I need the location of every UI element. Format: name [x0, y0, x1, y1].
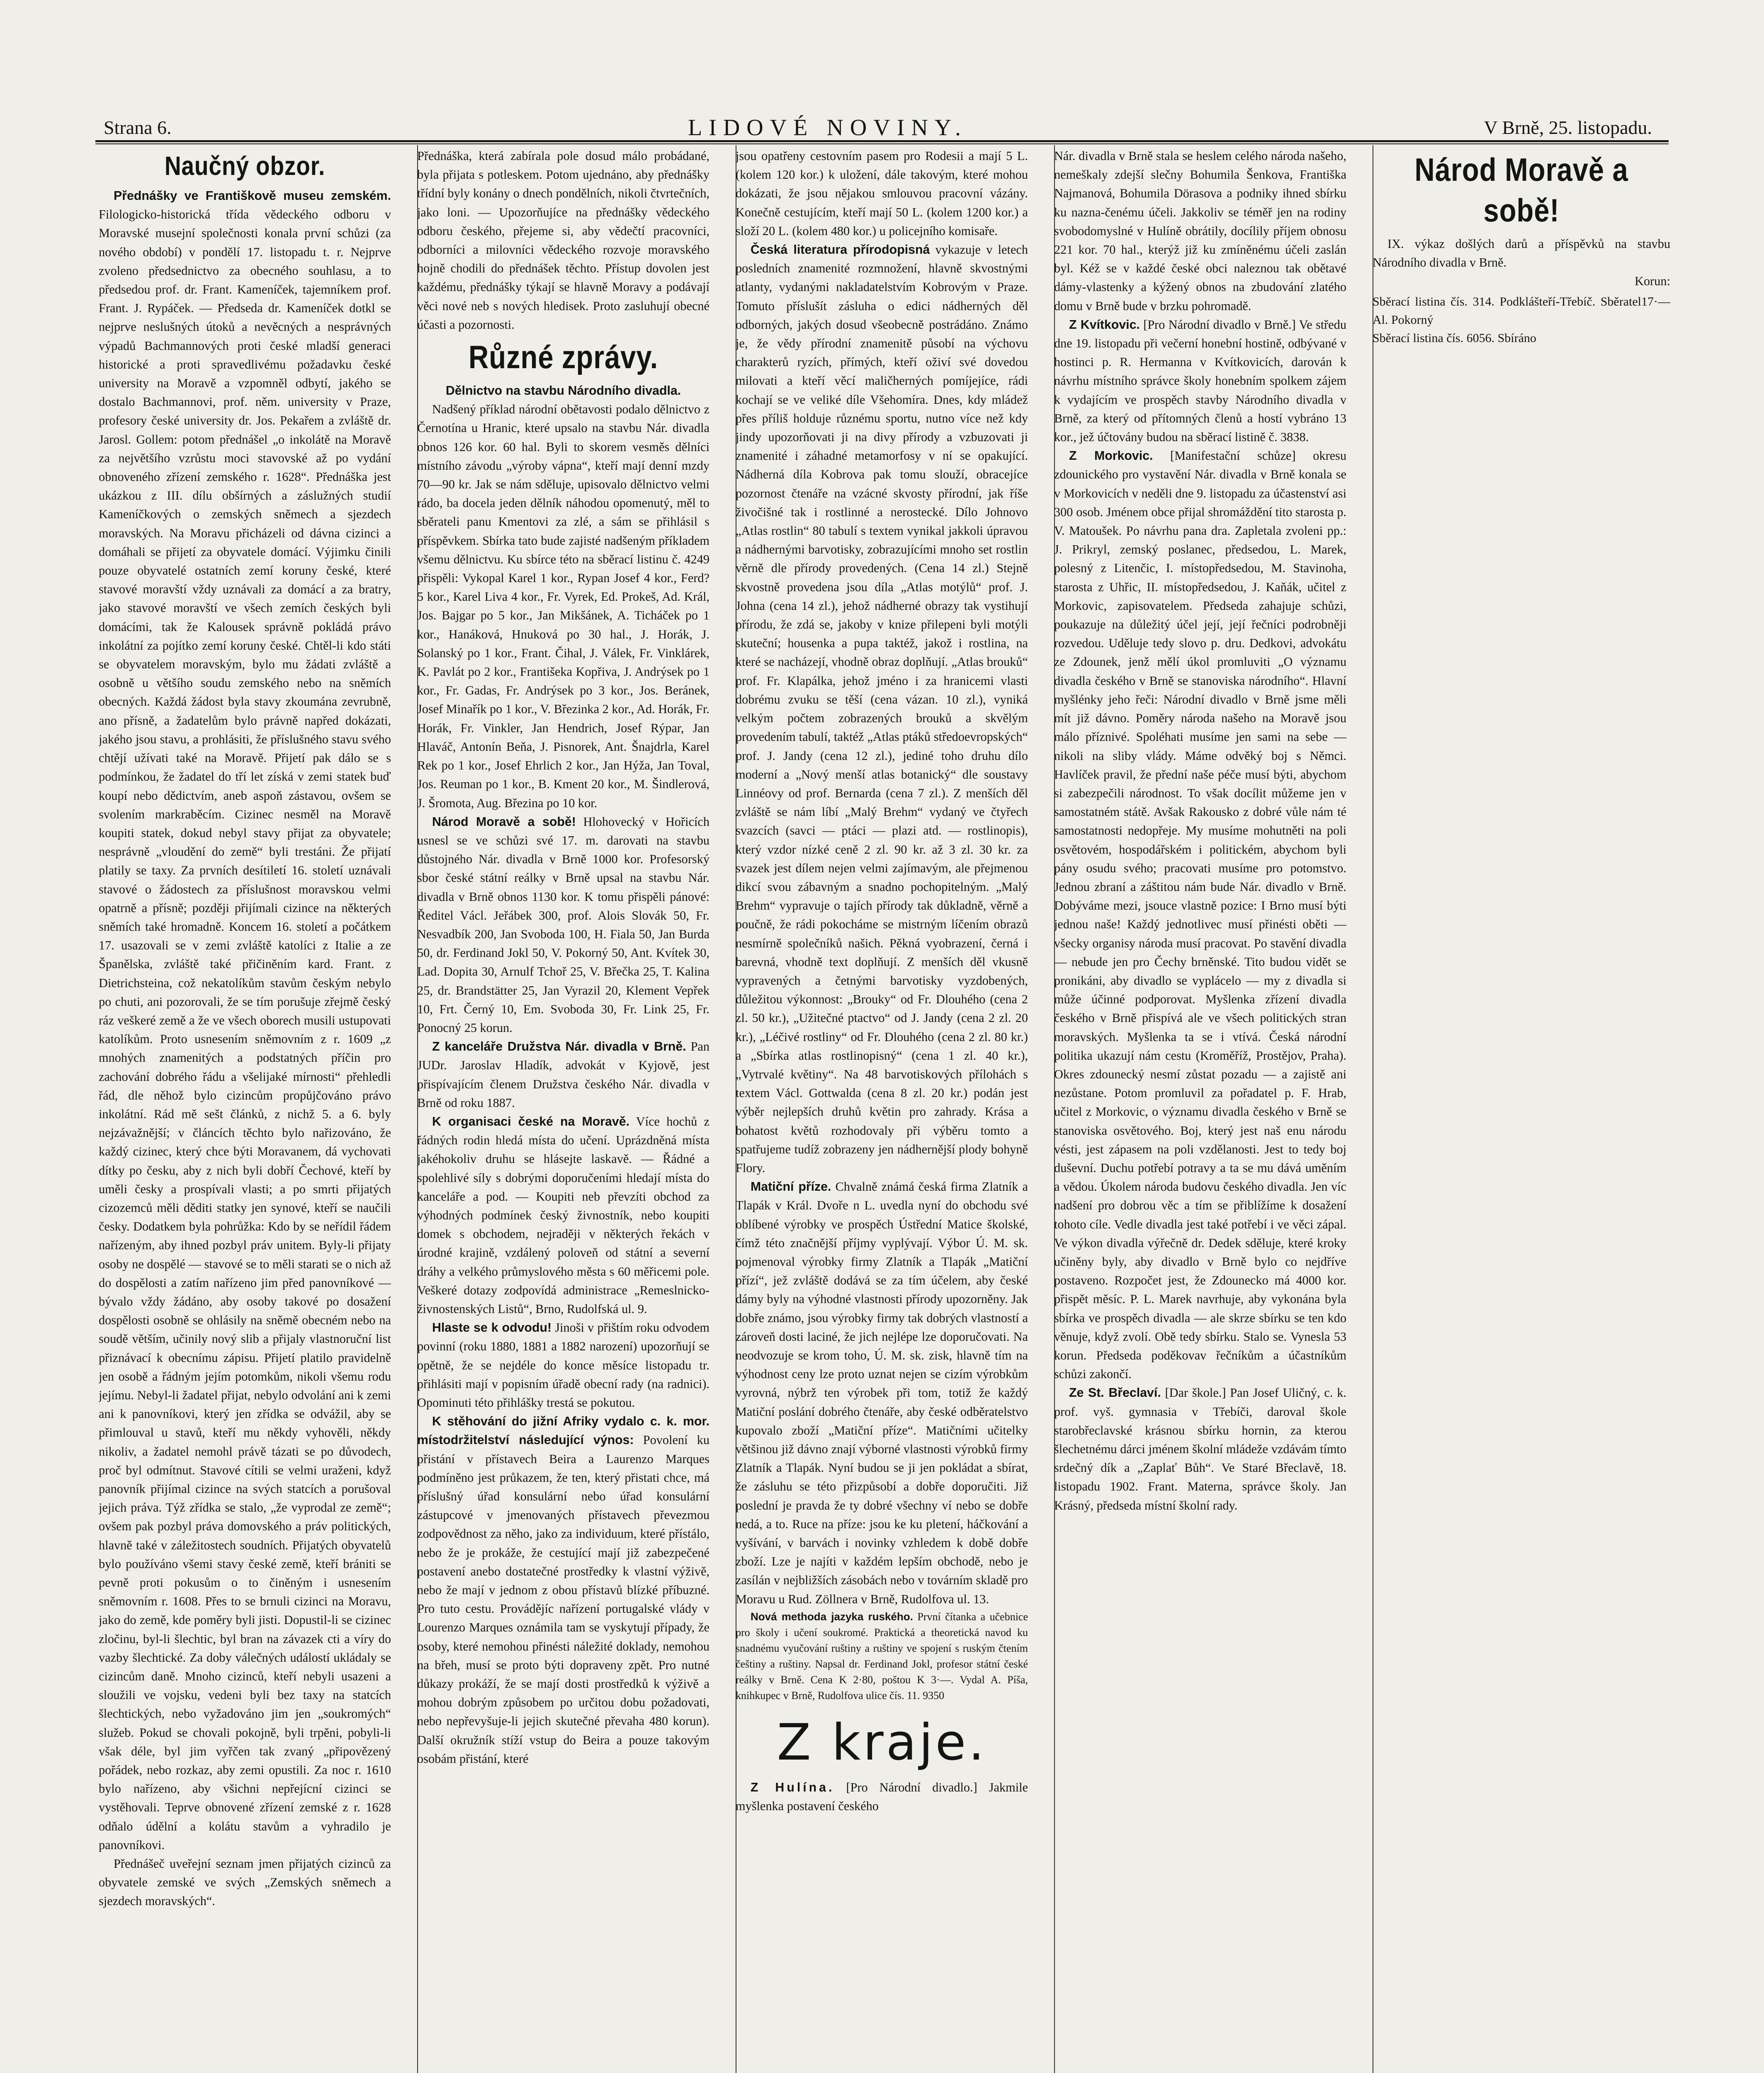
section-heading-narod-morave: Národ Moravě a sobě!: [1414, 151, 1628, 228]
advert-subhead: Nová methoda jazyka ruského.: [751, 1610, 913, 1623]
article-text: Přednášeč uveřejní seznam jmen přijatých cizinců za obyvatele zemské ve svých „Zemských sněmech a sjezdech moravských“.: [99, 1857, 391, 1908]
dateline: V Brně, 25. listopadu.: [1484, 117, 1652, 138]
columns: [99, 147, 1670, 2073]
article-text: Více hochů z řádných rodin hledá místa do učení. Uprázdněná místa jakéhokoliv druhu se hlásejte laskavě. — Řádné a spolehlivé síly s dobrými doporučeními hledají místa do kanceláře a pod. — Koupiti neb převzíti obchod za výhodných podmínek český živnostník, nebo koupiti domek s obchodem, nejraději v některých řekách v úrodné krajině, vzdálený poloveň od státní a severní dráhy a velkého průmyslového města s 60 měřicemi pole. Veškeré dotazy zodpovídá administrace „Remeslnicko-živnostenských Listů“, Brno, Rudolfská ul. 9.: [417, 1114, 709, 1316]
table-cell-amount: [1641, 329, 1670, 347]
article-text: [Dar škole.] Pan Josef Uličný, c. k. prof. vyš. gymnasia v Třebíči, daroval škole starobřeclavské krásnou sbírku hornin, za kterou šlechetnému dárci jménem školní mládeže vzdávám tímto srdečný dík a „Zaplať Bůh“. Ve Staré Břeclavě, 18. listopadu 1902. Frant. Materna, správce školy. Jan Krásný, předseda místní školní rady.: [1054, 1386, 1346, 1512]
article-text: jsou opatřeny cestovním pasem pro Rodesii a mají 5 L. (kolem 120 kor.) k uložení, dále takovým, které mohou dokázati, že jsou nějakou smlouvou pracovní vázány. Konečně cestujícím, kteří mají 50 L. (kolem 1200 kor.) a složí 20 L. (kolem 480 kor.) u policejního komisaře.: [736, 149, 1028, 238]
advert-text: První čítanka a učebnice pro školy i učení soukromé. Praktická a theoretická navod ku snadnému vyučování ruštiny a ruštiny ve spojení s ruským čtením češtiny a ruštiny. Napsal dr. Ferdinand Jokl, profesor státní české reálky v Brně. Cena K 2·80, poštou K 3·—. Vydal A. Píša, knihkupec v Brně, Rudolfova ulice čís. 11.: [736, 1610, 1028, 1702]
article-subhead: Z kanceláře Družstva Nár. divadla v Brně.: [432, 1040, 686, 1054]
header-rule: [95, 140, 1669, 142]
article-text: [Manifestační schůze] okresu zdounického pro vystavění Nár. divadla v Brně konala se v Morkovicích v neděli dne 9. listopadu za účastenství asi 300 osob. Jménem obce přijal shromáždění tito starosta p. V. Matoušek. Po návrhu pana dra. Zapletala zvoleni pp.: J. Prikryl, zemský poslanec, předsedou, L. Marek, polesný z Litenčic, I. místopředsedou, M. Stavinoha, starosta z Uhřic, II. místopředsedou, J. Kaňák, učitel z Morkovic, zapisovatelem. Předseda zahajuje schůzi, poukazuje na důležitý účel její, její řečníci podrobněji rozvedou. Uděluje tedy slovo p. dru. Dedkovi, advokátu ze Zdounek, jenž mělí úkol promluviti „O významu divadla českého v Brně se stanoviska národního“. Hlavní myšlénky jeho řeči: Národní divadlo v Brně jsme měli mít již dávno. Poměry národa našeho na Moravě jsou málo příznivé. Spoléhati musíme jen sami na sebe — nikoli na sliby vlády. Máme odvěký boj s Němci. Havlíček pravil, že přední naše péče musí býti, abychom si zabezpečili národnost. To však docílit můžeme jen v samostatném státě. Avšak Rakousko z dobré vůle nám té samostatnosti nedopřeje. My musíme mohutněti na poli osvětovém, hospodářském i politickém, abychom byli pány osudu svého; pracovati musíme pro potomstvo. Jednou zbraní a záštitou nám bude Nár. divadlo v Brně. Dobýváme mezi, jsouce vlastně pozice: I Brno musí býti jednou naše! Každý jednotlivec musí přinésti oběti — všecky organisy národa musí pracovat. Po stavění divadla — nebude jen pro Čechy brněnské. Tito budou vidět se pronikáni, aby divadlo se vyplácelo — my z divadla si může účinné podporovat. Myšlenka zřízení divadla českého v Brně přispívá ale ve všech politických stran moravských. Myšlenka ta se i vtívá. Česká národní politika ukazují nám cestu (Kroměříž, Prostějov, Praha). Okres zdounecký nesmí zůstat pozadu — a zajistě ani nezůstane. Potom promluvil za pořadatel p. F. Hrab, učitel z Morkovic, o významu divadla českého v Brně se stanoviska osvětového. Boj, který jest naš enu národu vésti, jest zápasem na poli vzdělanosti. Jest to tedy boj duševní. Duchu potřebí potravy a ta se mu dává uměním a vědou. Úkolem národa budovu českého divadla. Jen víc nadšení pro dobrou věc a tím se přiblížíme k dosažení tohoto cíle. Vedle divadla jest také potřebí i ve věci zápal. Ve výkon divadla výřečně dr. Dedek sděluje, které kroky učiněny byly, aby divadlo v Brně bylo co nejdříve postaveno. Rozpočet jest, že Zdounecko má 4000 kor. přispět měsíc. P. L. Marek navrhuje, aby vykonána byla sbírka ve prospěch divadla — ale skrze sbírku se ten kdo věnuje, když zvolí. Obě tedy sbírku. Stalo se. Vynesla 53 korun. Předseda poděkovav řečníkům a účastníkům schůzi zakončí.: [1054, 449, 1346, 1381]
article-text: Nadšený příklad národní obětavosti podalo dělnictvo z Černotína u Hranic, které upsalo na stavbu Nár. divadla obnos 126 kor. 60 hal. Byli to skorem vesměs dělníci místního závodu „výroby vápna“, kteří mají denní mzdy 70—90 kr. Jak se nám sděluje, upisovalo dělnictvo velmi rádo, ba docela jeden dělník náhodou opomenutý, měl to sběrateli panu Kmentovi za zlé, a sám se přihlásil s příspěvkem. Sbírka tato bude zajisté nadšeným příkladem všemu dělnictvu. Ku sbírce této na sběrací listinu č. 4249 přispěli: Vykopal Karel 1 kor., Rypan Josef 4 kor., Ferd? 5 kor., Karel Liva 4 kor., Fr. Vyrek, Ed. Prokeš, Ad. Král, Jos. Bajgar po 5 kor., Jan Mikšánek, A. Ticháček po 1 kor., Hanáková, Hnuková po 30 hal., J. Horák, J. Solanský po 1 kor., Frant. Čihal, J. Válek, Fr. Vinklárek, K. Pavlát po 2 kor., Františeka Kopřiva, J. Andrýsek po 1 kor., Fr. Gadas, Fr. Andrýsek po 3 kor., Jos. Beránek, Josef Minařík po 1 kor., V. Březinka 2 kor., Ad. Horák, Fr. Horák, Fr. Vinkler, Jan Hendrich, Josef Rýpar, Jan Hlaváč, Antonín Beňa, J. Pisnorek, Ant. Šnajdrla, Karel Rek po 1 kor., Josef Ehrlich 2 kor., Jan Hýža, Jan Toval, Jos. Reuman po 1 kor., B. Kment 20 kor., M. Šindlerová, J. Šromota, Aug. Březina po 10 kor.: [417, 402, 709, 810]
article-text: Filologicko-historická třída vědeckého odboru v Moravské musejní společnosti konala první schůzi (za nového období) v pondělí 17. listopadu t. r. Nejprve zvoleno předsednictvo za obecného souhlasu, a to předsedou prof. dr. Frant. Kameníček, tajemníkem prof. Frant. J. Rypáček. — Předseda dr. Kameníček dotkl se nejprve neslušných útoků a nevěcných a nesprávných výpadů Bachmannových proti české mladší generaci historické a proti spravedlivému požadavku české university na Moravě a vzpomněl odbytí, jakého se dostalo Bachmannovi, prof. něm. university v Praze, profesory české university dr. Jos. Pekařem a zvláště dr. Jarosl. Gollem: potom přednášel „o inkolátě na Moravě za největšího vzrůstu moci stavovské až po vydání obnoveného zřízení zemského r. 1628“. Přednáška jest ukázkou z III. dílu obšírných a záslužných studií Kameníčkových o zemských sněmech a sjezdech moravských. Na Moravu přicházeli od dávna cizinci a domáhali se přijetí za obyvatele domácí. Výjimku činili pouze obyvatelé ostatních zemí koruny české, které stavové moravští vždy uznávali za domácí a za bratry, jako stavové moravští ve všech zemích českých byli domácími, tak že Kalousek správně pokládá právo inkolátní za pojítko zemí koruny české. Chtěl-li kdo státi se obyvatelem moravským, bylo mu žádati zvláště a osobně u většího soudu zemského nebo na sněmích obecných. Každá žádost byla stavy zkoumána zevrubně, ano přísně, a žadatelům bylo právně napřed dokázati, jakého jsou stavu, a prohlásiti, že příslušného stavu svého chtějí užívati také na Moravě. Přijetí pak dálo se s podmínkou, že žadatel do tří let získá v zemi statek buď koupí nebo dědictvím, aneb aspoň zástavou, ovšem se svolením markraběcím. Cizinec nesměl na Moravě koupiti statek, dokud nebyl stavy přijat za obyvatele; nesprávně „vloudění do země“ byli trestáni. Že přijatí platily se taxy. Za prvních desítiletí 16. století uznávali stavové o žádostech za příslušnost moravskou velmi opatrně a přísně; později přijímali cizince na některých sněmích také hromadně. Koncem 16. století a počátkem 17. usazovali se v zemi zvláště katolíci z Italie a ze Španělska, zvláště také přičiněním kard. Frant. z Dietrichsteina, což nekatolíkům stavům českým nebylo po chuti, ani pozorovali, že se tím porušuje zřejmě český ráz veškeré země a že ve všech oborech musili ustupovati katolíkům. Proto usnesením sněmovním z r. 1609 „z mnohých znamenitých a podstatných příčin pro zachování dobrého řádu a všelijaké mírnosti“ přehledli řád, dle něhož bylo cizincům propůjčováno právo inkolátní. Rád mě sešt článků, z nichž 5. a 6. byly nejzávažnější; v článcích těchto bylo nařizováno, že každý cizinec, který chce býti Moravanem, dá vychovati dítky po česku, aby z nich byli dobří Čechové, kteří by uměli česky a prospívali vlasti; a po smrti přijatých cizozemců měli děditi statky jen synové, kteří se naučili česky. Dodatkem byla pohrůžka: Kdo by se neřídil řádem nařízeným, aby ihned pozbyl práv unitem. Byly-li přijaty osoby ne dospělé — stavové se to měli starati se o nich až do dospělosti a zatím nařízeno jim před panovníkové — bývalo vždy žádáno, aby osoby takové po dosažení dospělosti osobně se ohlásily na sněmě obecném nebo na soudě větším, učinily nový slib a přijaly vlastnoruční list přiznávací k obecnímu zápisu. Přijetí platilo pravidelně jen osobě a řádným jejím potomkům, nikoli všemu rodu jejímu. Nebyl-li žadatel přijat, nebylo odvolání ani k zemi ani k panovníkovi, který jen zřídka se odvážil, aby se přimlouval u stavů, kteří mu někdy vyhověli, někdy nikoliv, a žadatel nemohl právě tázati se po důvodech, proč byl odmítnut. Stavové cítili se velmi uraženi, když panovník přijímal cizince na svých statcích a porušoval jejich práva. Týž zřídka se stalo, „že vyprodal ze země“; ovšem pak pozbyl práva domovského a práv politických, hlavně také v záležitostech soudních. Přijatých obyvatelů bylo používáno všemi stavy české země, kteří brániti se pevně proti pokusům o to činěným i usnesením sněmovním r. 1608. Přes to se brnuli cizinci na Moravu, jako do země, kde poměry byli jisti. Dopustil-li se cizinec zločinu, byl-li šlechtic, byl bran na závazek cti a víry do vazby šlechtické. Za doby válečných událostí ukládaly se cizincům daně. Mnoho cizinců, kteří nebyli usazeni a sloužili ve vojsku, vedeni byli bez taxy na statcích šlechtických, nebo vyžadováno jim jen „soukromých“ služeb. Pokud se chovali pokojně, byli trpěni, pobyli-li však déle, byl jim vyřčen tak zvaný „připovězený pořádek, nebo rozkaz, aby zemi opustili. Za noc r. 1610 bylo nařízeno, aby všichni nepřejícní cizinci se vystěhovali. Teprve obnovené zřízení zemské z r. 1628 odňalo údělní a kolátu stavům a vyhradilo je panovníkovi.: [99, 207, 391, 1852]
article-text: Povolení ku přistání v přístavech Beira a Laurenzo Marques podmíněno jest průkazem, že ten, který přistati chce, má příslušný úřad konsulární nebo úřad konsulární zástupcové v jmenovaných přístavech převezmou zodpovědnost za něho, jako za individuum, které přístálo, nebo že je prokáže, že cestující mají již zabezpečené postavení anebo dostatečné prostředky k vlastní výživě, nebo že mají v jednom z obou přístavů blízké příbuzné. Pro tuto cestu. Provádějíc nařízení portugalské vlády v Lourenzo Marques oznámila tam se vyskytují případy, že osoby, které nemohou přinésti náležité doklady, nemohou na břeh, musí se proto býti dopraveny zpět. Pro nutné důkazy prokáží, že se mají dosti prostředků k výživě a mohou dobrým způsobem po určitou dobu požadovati, nebo nepřevyšuje-li jejich skutečné převaha 480 korun). Další okružník stíží vstup do Beira a pouze takovým osobám přistání, které: [417, 1433, 709, 1766]
table-cell: Sběrací listina čís. 314. Podklášteří-Třebíč. Sběratel Al. Pokorný: [1373, 294, 1641, 327]
article-subhead: Přednášky ve Františkově museu zemském.: [114, 189, 391, 203]
unit-label: Korun:: [1635, 274, 1670, 289]
list-intro: IX. výkaz došlých darů a příspěvků na stavbu Národního divadla v Brně.: [1373, 237, 1670, 270]
article-subhead: K organisaci české na Moravě.: [432, 1114, 630, 1129]
article-subhead: Z Kvítkovic.: [1069, 318, 1140, 332]
section-heading-ruzne-zpravy: Různé zprávy.: [468, 339, 658, 376]
column-5: [1373, 147, 1670, 2073]
article-text: Nár. divadla v Brně stala se heslem celého národa našeho, nemeškaly zdejší slečny Bohumila Šenkova, Františka Najmanová, Bohumila Dörasova a podniky ihned sbírku ku nazna-čenému účeli. Jakkoliv se téměř jen na rodiny svobodomyslné v Hulíně obrátily, docílily příjem obnosu 221 kor. 70 hal., kterýž již ku zmíněnému účeli zaslán byl. Kéž se v každé české obci naleznou tak obětavé dámy-vlastenky a kýžený obnos na zbudování zlatého domu v Brně bude v brzku pohromadě.: [1054, 149, 1346, 313]
article-subhead: Dělnictvo na stavbu Národního divadla.: [445, 384, 681, 398]
article-text: Přednáška, která zabírala pole dosud málo probádané, byla přijata s potleskem. Potom ujednáno, aby přednášky třídní byly konány o dnech pondělních, nikoli čtvrtečních, jako loni. — Upozorňujíce na přednášky vědeckého odboru českého, přejeme si, aby vědečtí pracovníci, odborníci a milovníci vědeckého rozvoje moravského hojně chodili do přednášek těchto. Přístup dovolen jest každému, přednášky týkají se hlavně Moravy a podávají věci nové neb s nových hledisek. Proto zasluhují obecné účasti a pozornosti.: [417, 149, 709, 332]
column-3: [736, 147, 1028, 2073]
article-subhead: Z Hulína.: [751, 1780, 835, 1794]
article-subhead: Národ Moravě a sobě!: [432, 815, 576, 829]
column-1: [99, 147, 391, 2073]
header-rule-thin: [95, 143, 1669, 144]
table-cell-amount: 17·—: [1641, 294, 1670, 308]
article-text: Chvalně známá česká firma Zlatník a Tlapák v Král. Dvoře n L. uvedla nyní do obchodu své oblíbené výrobky ve prospěch Ústřední Matice školské, čímž této značnější příjmy vyplývají. Výbor Ú. M. sk. pojmenoval výrobky firmy Zlatník a Tlapák „Matiční přízí“, jež zvláště dodává se za tím účelem, aby české dámy byly na výhodné vlastnosti přírody upozorněny. Jak dobře známo, jsou výrobky firmy tak dobrých vlastností a zároveň dosti laciné, že jich nejlépe lze doporučovati. Na neodvozuje se krom toho, Ú. M. sk. zisk, hlavně tím na výhodnost ceny lze proto uznat nejen se cizím výrobkům vyrovná, nýbrž ten výrobek při tom, totiž že každý Matiční poslání dobrého čtenáře, aby české odběratelstvo kupovalo zboží „Matiční příze“. Matičními učitelky většinou již dávno znají výborné vlastnosti výrobků firmy Zlatník a Tlapák. Nyní budou se ji jen pokládat a sbírat, že zásluhu se této přizpůsobí a dobře doporučiti. Již poslední je pravda že ty dobré všechny ví nebo se dobře nedá, a to. Ruce na příze: jsou ke ku pletení, háčkování a vyšívání, v barvách i novinky vzhledem k době dobře zboží. Lze je najíti v každém lepším obchodě, nebo je zasílán v nejbližších zásobách nebo v továrním skladě pro Moravu u Rud. Zöllnera v Brně, Rudolfova ul. 13.: [736, 1180, 1028, 1606]
article-text: Jinoši v přištím roku odvodem povinní (roku 1880, 1881 a 1882 narození) upozorňují se opětně, že se nejdéle do konce měsíce listopadu tr. přihlásiti mají v popisním úřadě obecní rady (na radnici). Opominuti této přihlášky trestá se pokutou.: [417, 1321, 709, 1410]
article-subhead: Matiční příze.: [751, 1180, 831, 1194]
section-heading-naucny-obzor: Naučný obzor.: [164, 151, 326, 181]
table-row: [1373, 329, 1670, 347]
article-subhead: Z Morkovic.: [1069, 449, 1153, 463]
column-4: [1054, 147, 1346, 2073]
article-subhead: K stěhování do jižní Afriky vydalo c. k. mor. místodržitelství následující výnos:: [417, 1415, 709, 1447]
article-text: [Pro Národní divadlo v Brně.] Ve středu dne 19. listopadu při večerní honební hostině, odbývané v hostinci p. R. Hermanna v Kvítkovicích, darován k návrhu místního správce školy honebním spolkem zájem k vydajícím ve prospěch stavby Národního divadla v Brně, za který od přítomných členů a hostí vybráno 13 kor., jež účtovány budou na sběrací listině č. 3838.: [1054, 317, 1346, 444]
page-number: Strana 6.: [104, 117, 172, 138]
table-cell: Sběrací listina čís. 6056. Sbíráno: [1373, 331, 1536, 345]
section-heading-z-kraje: Z kraje.: [777, 1714, 987, 1772]
article-text: Hlohovecký v Hořicích usnesl se ve schůzi své 17. m. darovati na stavbu důstojného Nár. divadla v Brně 1000 kor. Profesorský sbor české státní reálky v Brně upsal na stavbu Nár. divadla v Brně obnos 1130 kor. K tomu přispěli pánové: Ředitel Václ. Jeřábek 300, prof. Alois Slovák 50, Fr. Nesvadbík 200, Jan Svoboda 100, H. Fiala 50, Jan Burda 50, dr. Ferdinand Jokl 50, V. Pokorný 50, Ant. Kvítek 30, Lad. Dopita 30, Arnulf Tchoř 25, V. Břečka 25, T. Kalina 25, dr. Brandstätter 25, Jan Vyrazil 20, Klement Vepřek 10, Frt. Černý 10, Em. Svoboda 30, Fr. Link 25, Fr. Ponocný 25 korun.: [417, 814, 709, 1035]
article-text: [Pro Národní divadlo.] Jakmile myšlenka postavení českého: [736, 1780, 1028, 1813]
advert-code: 9350: [923, 1689, 945, 1702]
article-text: Pan JUDr. Jaroslav Hladík, advokát v Kyjově, jest přispívajícím členem Družstva českého Nár. divadla v Brně od roku 1887.: [417, 1039, 709, 1110]
article-subhead: Česká literatura přírodopisná: [751, 243, 930, 257]
donation-table: [1373, 293, 1670, 347]
running-head: [104, 95, 1652, 140]
article-subhead: Hlaste se k odvodu!: [432, 1321, 552, 1335]
table-row: [1373, 293, 1670, 329]
newspaper-title: LIDOVÉ NOVINY.: [688, 115, 968, 141]
article-subhead: Ze St. Břeclaví.: [1069, 1386, 1161, 1400]
article-text: vykazuje v letech posledních znamenité rozmnožení, hlavně skvostnými atlanty, vydanými nakladatelstvím Kobrovým v Praze. Tomuto příslušít zásluha o edici nádherných děl odborných, jakých dosud všeobecně postrádáno. Známo je, že vědy přírodní znamenitě působí na výchovu charakterů ryzích, přímých, kteří oživí své dovedou milovati a kteří věcí maličherných pomíjejíce, rádi kochají se ve veliké díle Všehomíra. Dnes, kdy mládež přes příliš holduje různému sportu, nutno více než kdy jindy upozorňovati ji na divy přírody a vzbuzovati ji znamenité i záhadné metamorfosy v ní se opakující. Nádherná díla Kobrova pak tomu slouží, obracejíce pozornost čtenáře na vzácné skvosty přírodní, jak říše živočišné tak i rostlinné a nerostecké. Dílo Johnovo „Atlas rostlin“ 80 tabulí s textem vynikal jakkoli úpravou a nádhernými barvotisky, zobrazujícími mnoho set rostlin věrně dle přírody provedených. (Cena 14 zl.) Stejně skvostně provedena jsou díla „Atlas motýlů“ prof. J. Johna (cena 14 zl.), jehož nádherné obrazy tak vystihují přírodu, že zdá se, jakoby v knize přilepeni byli motýli skuteční; housenka a pupa taktéž, jakož i rostlina, na které se nacházejí, vhodně obraz doplňují. „Atlas brouků“ prof. Fr. Klapálka, jehož jméno i za hranicemi vlasti dobrému zvuku se těší (cena vázan. 10 zl.), vyniká velkým počtem zobrazených brouků a skvělým provedením tabulí, taktéž „Atlas ptáků středoevropských“ prof. J. Jandy (cena 12 zl.), jediné toho druhu dílo moderní a „Nový menší atlas botanický“ dle soustavy Linnéovy od prof. Bernarda (cena 7 zl.). Z menších děl zvláště se nám líbí „Malý Brehm“ vydaný ve čtyřech svazcích (savci — ptáci — plazi atd. — rostlinopis), který vzdor nízké ceně 2 zl. 90 kr. až 3 zl. 30 kr. za svazek jest dílem nejen velmi zajímavým, ale přejmenou dikcí svou zábavným a snadno pochopitelným. „Malý Brehm“ vypravuje o tajích přírody tak důkladně, věrně a poučně, že rádi pokocháme se mistrným líčením obrazů nesmírně společníků našich. Pěkná vyobrazení, černá i barevná, vhodně text doplňují. Z menších děl vkusně vypravených a četnými barvotisky vyzdobených, důležitou výkonnost: „Brouky“ od Fr. Dlouhého (cena 2 zl. 50 kr.), „Užitečné ptactvo“ od J. Jandy (cena 2 zl. 20 kr.), „Léčivé rostliny“ od Fr. Dlouhého (cena 2 zl. 80 kr.) a „Sbírka atlas rostlinopisný“ (cena 1 zl. 40 kr.), „Vytrvalé květiny“. Na 48 barvotiskových přílohách s textem Václ. Gottwalda (cena 8 zl. 20 kr.) podán jest výběr nejlepších druhů květin pro zahrady. Krása a bohatost květů rozhodovaly při výběru tomto a spatřujeme tudíž zobrazeny jen nádhernější plody bohyně Flory.: [736, 243, 1028, 1175]
column-2: [417, 147, 709, 2073]
